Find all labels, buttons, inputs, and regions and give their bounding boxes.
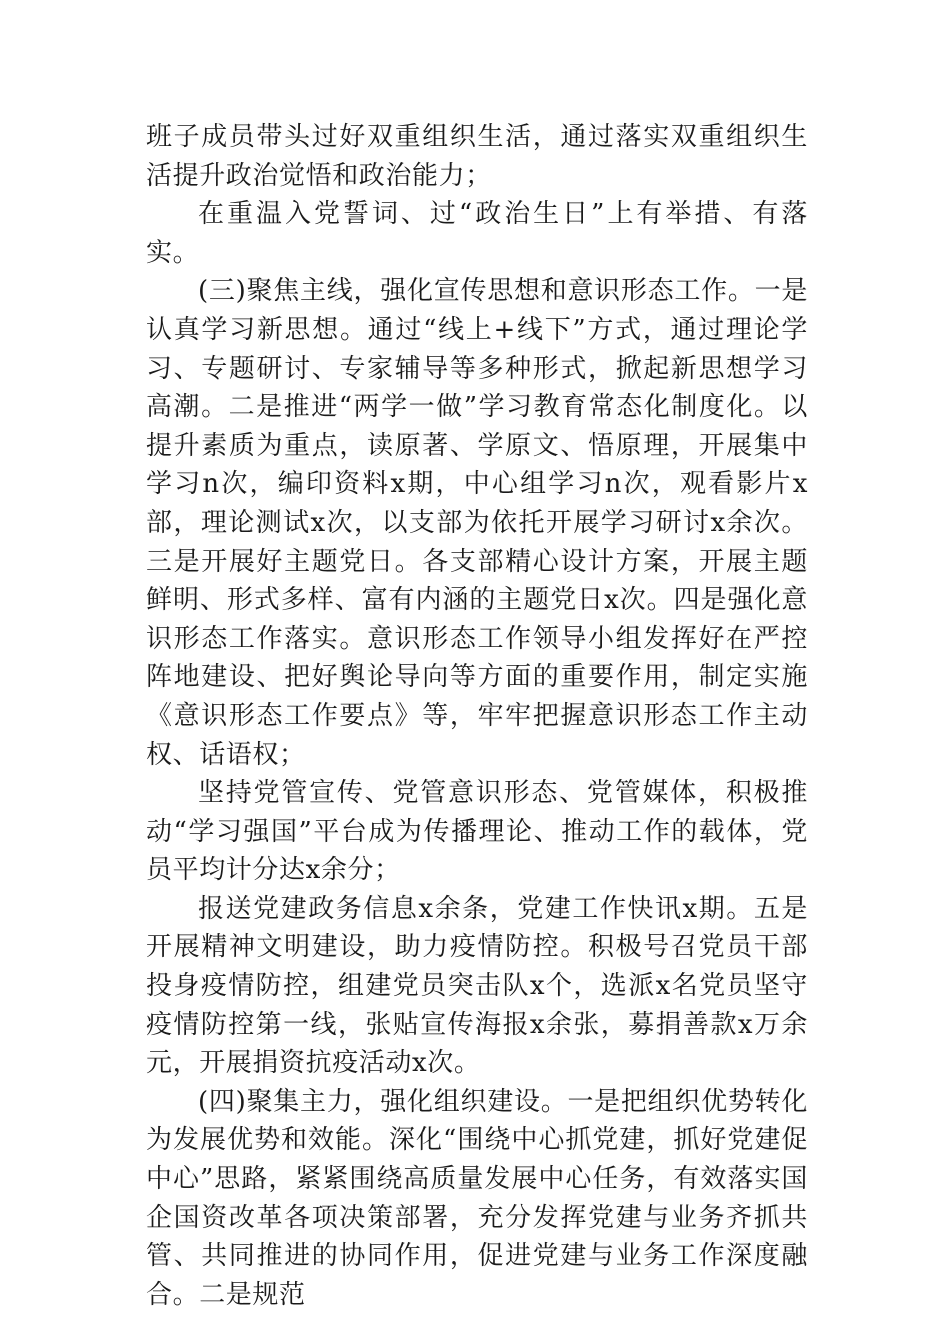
paragraph-oath: 在重温入党誓词、过“政治生日”上有举措、有落实。 (146, 199, 808, 268)
paragraph-media: 坚持党管宣传、党管意识形态、党管媒体，积极推动“学习强国”平台成为传播理论、推动工作的载体，党员平均计分达x余分； (146, 778, 808, 886)
paragraph-reports: 报送党建政务信息x余条，党建工作快讯x期。五是开展精神文明建设，助力疫情防控。积极号召党员干部投身疫情防控，组建党员突击队x个，选派x名党员坚守疫情防控第一线，张贴宣传海报x余张，募捐善款x万余元，开展捐资抗疫活动x次。 (146, 893, 808, 1079)
document-body (146, 118, 808, 1314)
paragraph-section-4: (四)聚集主力，强化组织建设。一是把组织优势转化为发展优势和效能。深化“围绕中心抓党建，抓好党建促中心”思路，紧紧围绕高质量发展中心任务，有效落实国企国资改革各项决策部署，充分发挥党建与业务齐抓共管、共同推进的协同作用，促进党建与业务工作深度融合。二是规范 (146, 1086, 808, 1310)
paragraph-section-3: (三)聚焦主线，强化宣传思想和意识形态工作。一是认真学习新思想。通过“线上+线下”方式，通过理论学习、专题研讨、专家辅导等多种形式，掀起新思想学习高潮。二是推进“两学一做”学习教育常态化制度化。以提升素质为重点，读原著、学原文、悟原理，开展集中学习n次，编印资料x期，中心组学习n次，观看影片x部，理论测试x次，以支部为依托开展学习研讨x余次。三是开展好主题党日。各支部精心设计方案，开展主题鲜明、形式多样、富有内涵的主题党日x次。四是强化意识形态工作落实。意识形态工作领导小组发挥好在严控阵地建设、把好舆论导向等方面的重要作用，制定实施《意识形态工作要点》等，牢牢把握意识形态工作主动权、话语权； (146, 276, 808, 770)
paragraph-continuation: 班子成员带头过好双重组织生活，通过落实双重组织生活提升政治觉悟和政治能力； (146, 122, 808, 191)
